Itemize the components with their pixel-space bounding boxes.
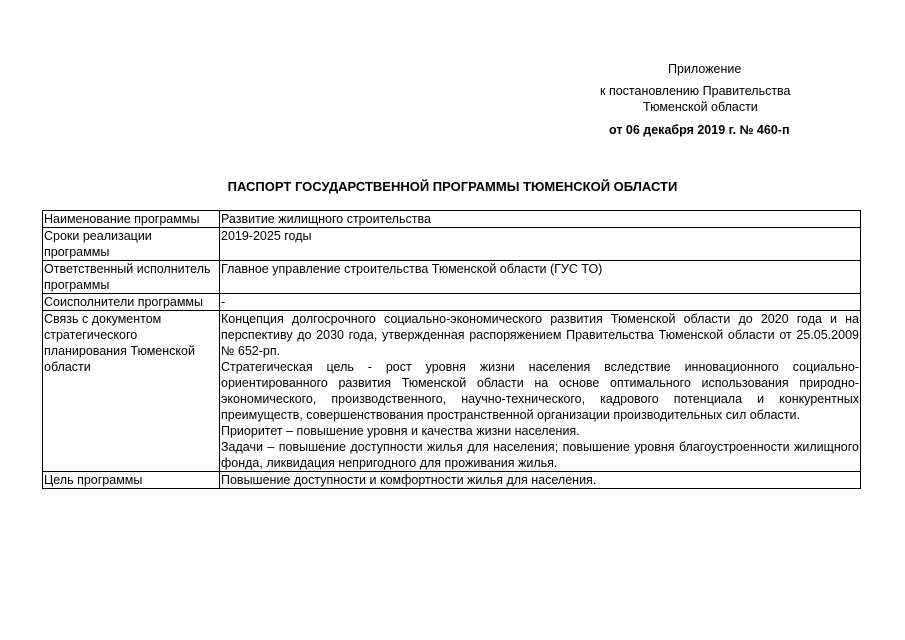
row-label: Цель программы [43, 472, 220, 489]
row-label: Связь с документом стратегического планирования Тюменской области [43, 311, 220, 472]
document-title: ПАСПОРТ ГОСУДАРСТВЕННОЙ ПРОГРАММЫ ТЮМЕНСКОЙ ОБЛАСТИ [227, 179, 678, 194]
table-row [43, 311, 861, 472]
value-paragraph: Концепция долгосрочного социально-экономического развития Тюменской области до 2020 года и на перспективу до 2030 года, утвержденная распоряжением Правительства Тюменской области от 25.05.2009 № 652-рп. [221, 312, 859, 358]
table-row [43, 211, 861, 228]
row-value [220, 211, 861, 228]
row-value [220, 294, 861, 311]
resolution-reference: к постановлению Правительства [600, 84, 791, 98]
value-paragraph: 2019-2025 годы [221, 229, 312, 243]
table-row [43, 294, 861, 311]
table-row [43, 472, 861, 489]
program-passport-table [42, 210, 861, 489]
appendix-label: Приложение [668, 62, 742, 76]
table-row [43, 261, 861, 294]
row-label: Соисполнители программы [43, 294, 220, 311]
value-paragraph: Развитие жилищного строительства [221, 212, 431, 226]
row-value [220, 311, 861, 472]
row-label: Сроки реализации программы [43, 228, 220, 261]
value-paragraph: Главное управление строительства Тюменской области (ГУС ТО) [221, 262, 603, 276]
region-name: Тюменской области [643, 100, 758, 114]
value-paragraph: - [221, 295, 226, 309]
value-paragraph: Задачи – повышение доступности жилья для населения; повышение уровня благоустроенности жилищного фонда, ликвидация непригодного для проживания жилья. [221, 440, 859, 470]
row-value [220, 228, 861, 261]
value-paragraph: Стратегическая цель - рост уровня жизни населения вследствие инновационного социально-ориентированного развития Тюменской области на основе оптимального использования природно-экономического, производственного, научно-технического, кадрового потенциала и конкурентных преимуществ, совершенствования пространственной организации производительных сил области. [221, 360, 859, 422]
appendix-header [0, 0, 905, 140]
row-value [220, 472, 861, 489]
resolution-date-number: от 06 декабря 2019 г. № 460-п [609, 123, 790, 137]
table-row [43, 228, 861, 261]
row-value [220, 261, 861, 294]
value-paragraph: Приоритет – повышение уровня и качества жизни населения. [221, 424, 580, 438]
row-label: Наименование программы [43, 211, 220, 228]
value-paragraph: Повышение доступности и комфортности жилья для населения. [221, 473, 597, 487]
row-label: Ответственный исполнитель программы [43, 261, 220, 294]
